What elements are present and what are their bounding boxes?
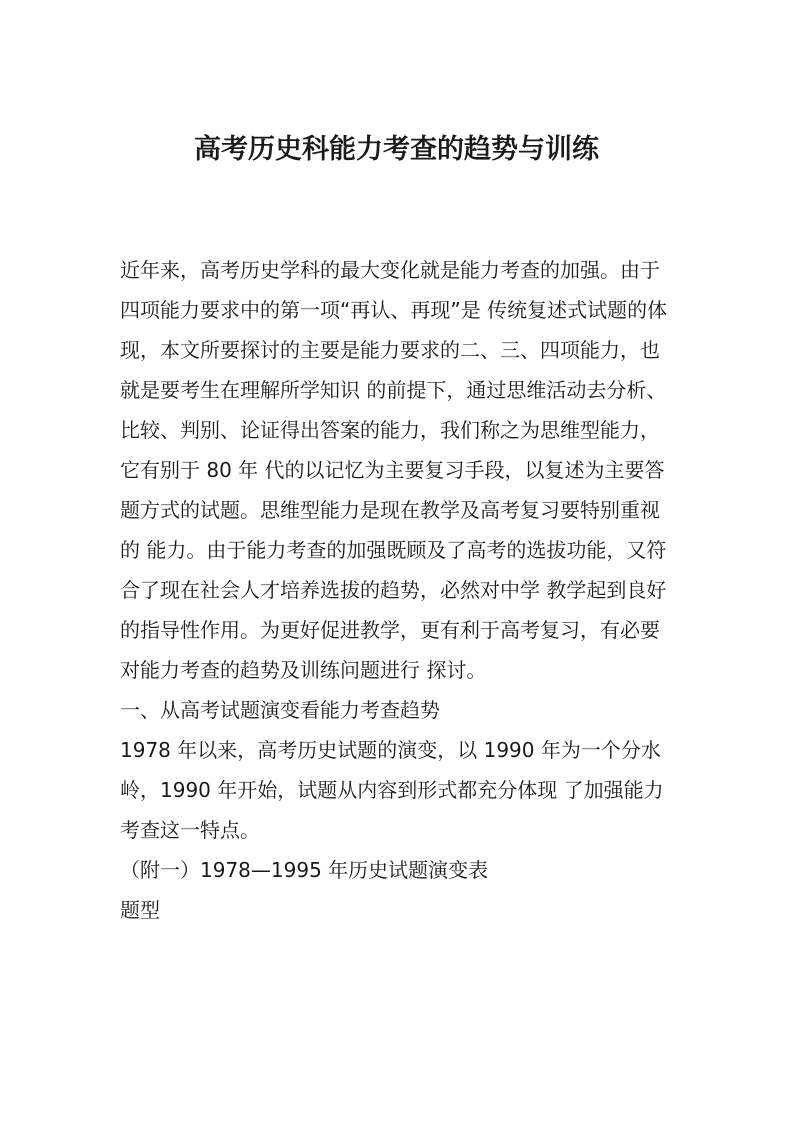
- appendix-caption: （附一）1978—1995 年历史试题演变表: [120, 858, 489, 882]
- table-header-label: 题型: [120, 898, 160, 922]
- document-body: [120, 250, 676, 930]
- document-title: 高考历史科能力考查的趋势与训练: [194, 134, 599, 165]
- section-heading: 一、从高考试题演变看能力考查趋势: [120, 698, 440, 722]
- intro-paragraph: 近年来，高考历史学科的最大变化就是能力考查的加强。由于四项能力要求中的第一项“再认、再现”是 传统复述式试题的体现，本文所要探讨的主要是能力要求的二、三、四项能力，也就是要考生在理解所学知识 的前提下，通过思维活动去分析、比较、判别、论证得出答案的能力，我们称之为思维型能力，它有别于 80 年 代的以记忆为主要复习手段，以复述为主要答题方式的试题。思维型能力是现在教学及高考复习要特别重视的 能力。由于能力考查的加强既顾及了高考的选拔功能，又符合了现在社会人才培养选拔的趋势，必然对中学 教学起到良好的指导性作用。为更好促进教学，更有利于高考复习，有必要对能力考查的趋势及训练问题进行 探讨。: [120, 258, 668, 682]
- section-paragraph: 1978 年以来，高考历史试题的演变，以 1990 年为一个分水岭，1990 年开始，试题从内容到形式都充分体现 了加强能力考查这一特点。: [120, 738, 664, 842]
